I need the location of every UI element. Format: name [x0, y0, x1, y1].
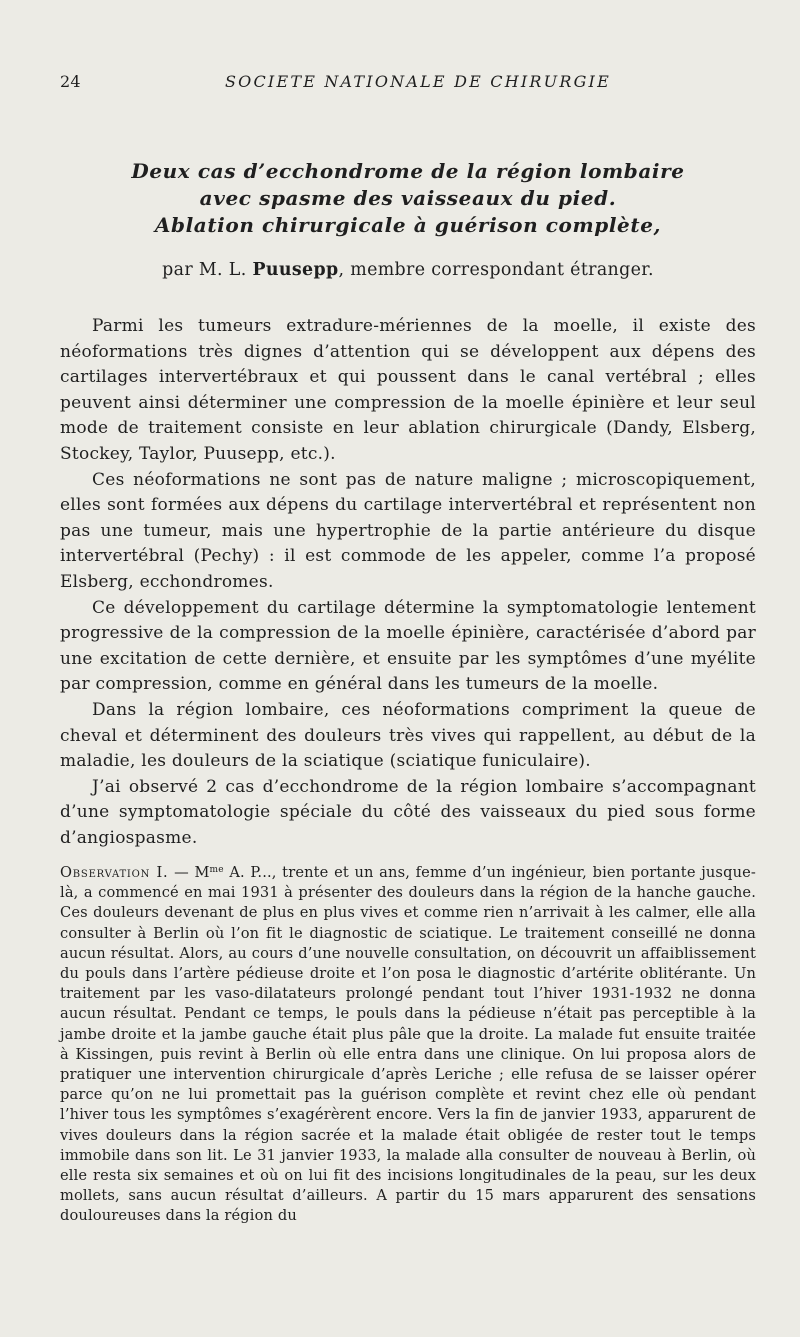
paragraph-1: Parmi les tumeurs extradure-mériennes de la moelle, il existe des néoformations très dignes d’attention qui se développent aux dépens des cartilages intervertébraux et qui poussent dans le canal vertébral ; elles peuvent ainsi déterminer une compression de la moelle épinière et leur seul mode de traitement consiste en leur ablation chirurgicale (Dandy, Elsberg, Stockey, Taylor, Puusepp, etc.). [60, 316, 756, 464]
paragraph-5: J’ai observé 2 cas d’ecchondrome de la région lombaire s’accompagnant d’une symptomatologie spéciale du côté des vaisseaux du pied sous forme d’angiospasme. [60, 776, 756, 848]
paragraph-2: Ces néoformations ne sont pas de nature maligne ; microscopiquement, elles sont formées aux dépens du cartilage intervertébral et représentent non pas une tumeur, mais une hypertrophie de la partie antérieure du disque intervertébral (Pechy) : il est commode de les appeler, comme l’a proposé Elsberg, ecchondromes. [60, 469, 756, 592]
title-line-1: Deux cas d’ecchondrome de la région lombaire [131, 159, 685, 183]
observation-paragraph [60, 860, 756, 1227]
running-head [60, 70, 756, 94]
article-title [60, 158, 756, 239]
author-name: Puusepp [252, 260, 339, 280]
author-byline [60, 256, 756, 284]
patient-title-superscript: me [209, 865, 224, 875]
patient-title: M [194, 864, 210, 881]
journal-name: SOCIETE NATIONALE DE CHIRURGIE [225, 72, 611, 91]
article-body [60, 314, 756, 851]
page-number: 24 [60, 72, 81, 91]
observation-section [60, 860, 756, 1227]
byline-suffix: , membre correspondant étranger. [338, 260, 654, 280]
paragraph-4: Dans la région lombaire, ces néoformations compriment la queue de cheval et déterminent des douleurs très vives qui rappellent, au début de la maladie, les douleurs de la sciatique (sciatique funiculaire). [60, 699, 756, 772]
observation-text: A. P..., trente et un ans, femme d’un ingénieur, bien portante jusque-là, a commencé en mai 1931 à présenter des douleurs dans la région de la hanche gauche. Ces douleurs devenant de plus en plus vives et comme rien n’arrivait à les calmer, elle alla consulter à Berlin où l’on fit le diagnostic de sciatique. Le traitement conseillé ne donna aucun résultat. Alors, au cours d’une nouvelle consultation, on découvrit un affaiblissement du pouls dans l’artère pédieuse droite et l’on posa le diagnostic d’artérite oblitérante. Un traitement par les vaso-dilatateurs prolongé pendant tout l’hiver 1931-1932 ne donna aucun résultat. Pendant ce temps, le pouls dans la pédieuse n’était pas perceptible à la jambe droite et la jambe gauche était plus pâle que la droite. La malade fut ensuite traitée à Kissingen, puis revint à Berlin où elle entra dans une clinique. On lui proposa alors de pratiquer une intervention chirurgicale d’après Leriche ; elle refusa de se laisser opérer parce qu’on ne lui promettait pas la guérison complète et revint chez elle où pendant l’hiver tous les symptômes s’exagérèrent encore. Vers la fin de janvier 1933, apparurent de vives douleurs dans la région sacrée et la malade était obligée de rester tout le temps immobile dans son lit. Le 31 janvier 1933, la malade alla consulter de nouveau à Berlin, où elle resta six semaines et où on lui fit des incisions longitudinales de la peau, sur les deux mollets, sans aucun résultat d’ailleurs. A partir du 15 mars apparurent des sensations douloureuses dans la région du [60, 864, 756, 1225]
byline-prefix: par M. L. [162, 260, 247, 280]
observation-label: Observation I. [60, 864, 169, 881]
observation-dash: — [168, 864, 195, 881]
title-line-3: Ablation chirurgicale à guérison complète, [154, 213, 662, 237]
paragraph-3: Ce développement du cartilage détermine la symptomatologie lentement progressive de la compression de la moelle épinière, caractérisée d’abord par une excitation de cette dernière, et ensuite par les symptômes d’une myélite par compression, comme en général dans les tumeurs de la moelle. [60, 597, 756, 695]
title-line-2: avec spasme des vaisseaux du pied. [199, 186, 617, 210]
